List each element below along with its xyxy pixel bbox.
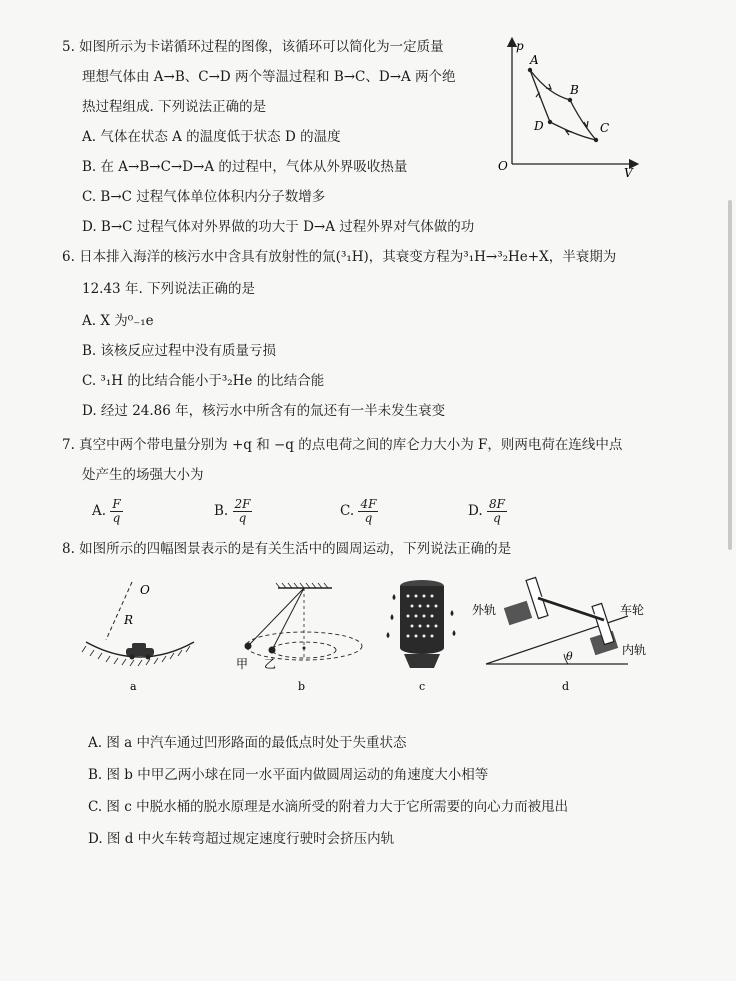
point-c-label: C xyxy=(600,121,610,135)
q7-stem-line2: 处产生的场强大小为 xyxy=(82,467,204,483)
point-b-label: B xyxy=(570,83,579,97)
origin-label: O xyxy=(498,159,508,173)
q7-option-b: B. $\frac{2F}{q}$ xyxy=(214,497,251,525)
fig-b-caption: b xyxy=(298,680,306,693)
q5-stem-line2: 理想气体由 A→B、C→D 两个等温过程和 B→C、D→A 两个绝 xyxy=(82,69,456,85)
q7-option-a: A. $\frac{F}{q}$ xyxy=(92,497,121,525)
q5-option-a: A. 气体在状态 A 的温度低于状态 D 的温度 xyxy=(82,129,341,145)
figure-a-concave-road xyxy=(80,572,200,696)
q6-stem-line2: 12.43 年. 下列说法正确的是 xyxy=(82,281,256,297)
q5-option-c: C. B→C 过程气体单位体积内分子数增多 xyxy=(82,189,326,205)
fig-d-inner-label: 内轨 xyxy=(622,643,647,657)
q5-option-b: B. 在 A→B→C→D→A 的过程中，气体从外界吸收热量 xyxy=(82,159,408,175)
q5-stem-line1: 5. 如图所示为卡诺循环过程的图像，该循环可以简化为一定质量 xyxy=(62,39,444,55)
q6-option-a: A. X 为⁰₋₁e xyxy=(82,313,154,329)
scrollbar-thumb[interactable] xyxy=(728,200,732,550)
fig-c-caption: c xyxy=(419,680,426,693)
q7-stem-line1: 7. 真空中两个带电量分别为 +q 和 −q 的点电荷之间的库仑力大小为 F，则两电荷在连线中点 xyxy=(62,437,623,453)
p-axis-label: p xyxy=(516,39,524,53)
q6-option-d: D. 经过 24.86 年，核污水中所含有的氚还有一半未发生衰变 xyxy=(82,403,446,419)
fig-b-jia-label: 甲 xyxy=(236,657,249,671)
curve-b-c xyxy=(570,100,596,140)
q6-stem-line1: 6. 日本排入海洋的核污水中含具有放射性的氚(³₁H)，其衰变方程为³₁H→³₂He+X，半衰期为 xyxy=(62,249,617,265)
fig-a-caption: a xyxy=(130,680,137,693)
q8-option-a: A. 图 a 中汽车通过凹形路面的最低点时处于失重状态 xyxy=(88,735,407,751)
fig-a-r-label: R xyxy=(124,613,134,627)
fig-d-wheel-label: 车轮 xyxy=(620,603,645,617)
figure-b-conical-pendulum xyxy=(232,580,372,696)
q5-stem-line3: 热过程组成. 下列说法正确的是 xyxy=(82,99,267,115)
q6-option-c: C. ³₁H 的比结合能小于³₂He 的比结合能 xyxy=(82,373,325,389)
v-axis-label: V xyxy=(624,166,633,180)
q8-option-c: C. 图 c 中脱水桶的脱水原理是水滴所受的附着力大于它所需要的向心力而被甩出 xyxy=(88,799,569,815)
fig-b-yi-label: 乙 xyxy=(264,657,277,671)
q8-option-d: D. 图 d 中火车转弯超过规定速度行驶时会挤压内轨 xyxy=(88,831,395,847)
fig-d-theta-label: θ xyxy=(566,650,573,663)
carnot-pv-graph xyxy=(492,36,642,182)
q7-option-d: D. $\frac{8F}{q}$ xyxy=(468,497,505,525)
figure-c-spin-dryer xyxy=(384,574,460,696)
q6-option-b: B. 该核反应过程中没有质量亏损 xyxy=(82,343,277,359)
q8-option-b: B. 图 b 中甲乙两小球在同一水平面内做圆周运动的角速度大小相等 xyxy=(88,767,489,783)
q8-stem-line1: 8. 如图所示的四幅图景表示的是有关生活中的圆周运动，下列说法正确的是 xyxy=(62,541,512,557)
point-d-label: D xyxy=(534,119,544,133)
figure-d-banked-track xyxy=(472,570,660,696)
q7-option-c: C. $\frac{4F}{q}$ xyxy=(340,497,377,525)
fig-d-outer-label: 外轨 xyxy=(472,603,497,617)
q5-option-d: D. B→C 过程气体对外界做的功大于 D→A 过程外界对气体做的功 xyxy=(82,219,475,235)
fig-d-caption: d xyxy=(562,680,570,693)
point-a-label: A xyxy=(530,53,539,67)
fig-a-o-label: O xyxy=(140,583,150,597)
